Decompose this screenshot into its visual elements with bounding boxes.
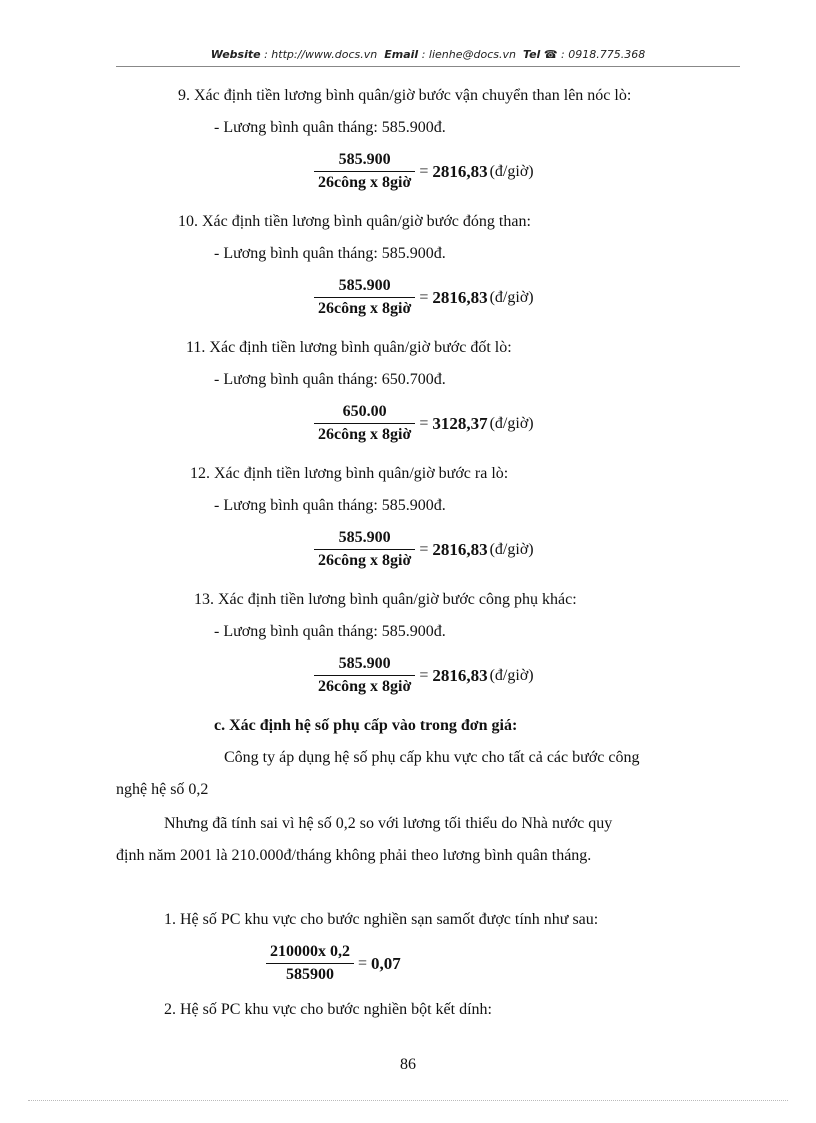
tel-value: ☎ : 0918.775.368 (543, 48, 646, 61)
formula-unit: (đ/giờ) (489, 288, 534, 306)
website-label: Website (210, 48, 261, 61)
equals-sign: = (419, 540, 429, 558)
section-title: 11. Xác định tiền lương bình quân/giờ bước đốt lò: (186, 339, 512, 356)
paragraph-line: nghệ hệ số 0,2 (116, 781, 209, 798)
formula-result: 3128,37 (432, 413, 488, 433)
fraction-denominator: 26công x 8giờ (318, 300, 412, 317)
formula-result: 2816,83 (432, 539, 488, 559)
fraction-bar (266, 963, 354, 964)
fraction-numerator: 650.00 (342, 403, 387, 420)
fraction-bar (314, 549, 415, 550)
fraction (314, 402, 415, 445)
formula-unit: (đ/giờ) (489, 162, 534, 180)
formula (314, 654, 534, 697)
formula-result: 2816,83 (432, 287, 488, 307)
footer-divider (28, 1100, 788, 1101)
fraction-denominator: 26công x 8giờ (318, 552, 412, 569)
formula (314, 276, 534, 319)
formula-unit: (đ/giờ) (489, 540, 534, 558)
header-divider (116, 66, 740, 67)
salary-line: - Lương bình quân tháng: 585.900đ. (214, 497, 446, 514)
fraction-numerator: 210000x 0,2 (270, 943, 350, 960)
tel-label: Tel (522, 48, 541, 61)
list-item: 2. Hệ số PC khu vực cho bước nghiền bột kết dính: (164, 1001, 492, 1018)
fraction-bar (314, 675, 415, 676)
fraction-numerator: 585.900 (338, 277, 391, 294)
formula (314, 402, 534, 445)
fraction-bar (314, 171, 415, 172)
section-title: 10. Xác định tiền lương bình quân/giờ bước đóng than: (178, 213, 531, 230)
salary-line: - Lương bình quân tháng: 585.900đ. (214, 623, 446, 640)
formula-unit: (đ/giờ) (489, 666, 534, 684)
fraction (266, 942, 354, 985)
fraction-bar (314, 423, 415, 424)
equals-sign: = (419, 288, 429, 306)
section-heading: c. Xác định hệ số phụ cấp vào trong đơn giá: (214, 717, 518, 734)
formula-result: 0,07 (371, 953, 401, 973)
page-number: 86 (400, 1056, 416, 1073)
equals-sign: = (419, 414, 429, 432)
section-title: 9. Xác định tiền lương bình quân/giờ bước vận chuyển than lên nóc lò: (178, 87, 632, 104)
salary-line: - Lương bình quân tháng: 585.900đ. (214, 119, 446, 136)
section-title: 12. Xác định tiền lương bình quân/giờ bước ra lò: (190, 465, 509, 482)
equals-sign: = (419, 666, 429, 684)
formula-result: 2816,83 (432, 161, 488, 181)
paragraph-line: định năm 2001 là 210.000đ/tháng không phải theo lương bình quân tháng. (116, 847, 592, 864)
salary-line: - Lương bình quân tháng: 585.900đ. (214, 245, 446, 262)
fraction-denominator: 26công x 8giờ (318, 426, 412, 443)
formula-result: 2816,83 (432, 665, 488, 685)
section-title: 13. Xác định tiền lương bình quân/giờ bước công phụ khác: (194, 591, 577, 608)
email-label: Email (384, 48, 419, 61)
fraction-numerator: 585.900 (338, 151, 391, 168)
fraction-bar (314, 297, 415, 298)
fraction-numerator: 585.900 (338, 655, 391, 672)
website-url: : http://www.docs.vn (264, 48, 378, 61)
fraction-numerator: 585.900 (338, 529, 391, 546)
formula (314, 150, 534, 193)
equals-sign: = (358, 954, 368, 972)
fraction (314, 150, 415, 193)
equals-sign: = (419, 162, 429, 180)
paragraph-line: Nhưng đã tính sai vì hệ số 0,2 so với lương tối thiểu do Nhà nước quy (164, 815, 613, 832)
formula-unit: (đ/giờ) (489, 414, 534, 432)
formula (266, 942, 401, 985)
list-item: 1. Hệ số PC khu vực cho bước nghiền sạn samốt được tính như sau: (164, 911, 599, 928)
formula (314, 528, 534, 571)
email-value: : lienhe@docs.vn (421, 48, 516, 61)
fraction-denominator: 26công x 8giờ (318, 174, 412, 191)
fraction-denominator: 585900 (286, 966, 334, 983)
fraction-denominator: 26công x 8giờ (318, 678, 412, 695)
fraction (314, 276, 415, 319)
page-header (116, 48, 740, 61)
paragraph-line: Công ty áp dụng hệ số phụ cấp khu vực cho tất cả các bước công (224, 749, 640, 766)
fraction (314, 654, 415, 697)
salary-line: - Lương bình quân tháng: 650.700đ. (214, 371, 446, 388)
fraction (314, 528, 415, 571)
